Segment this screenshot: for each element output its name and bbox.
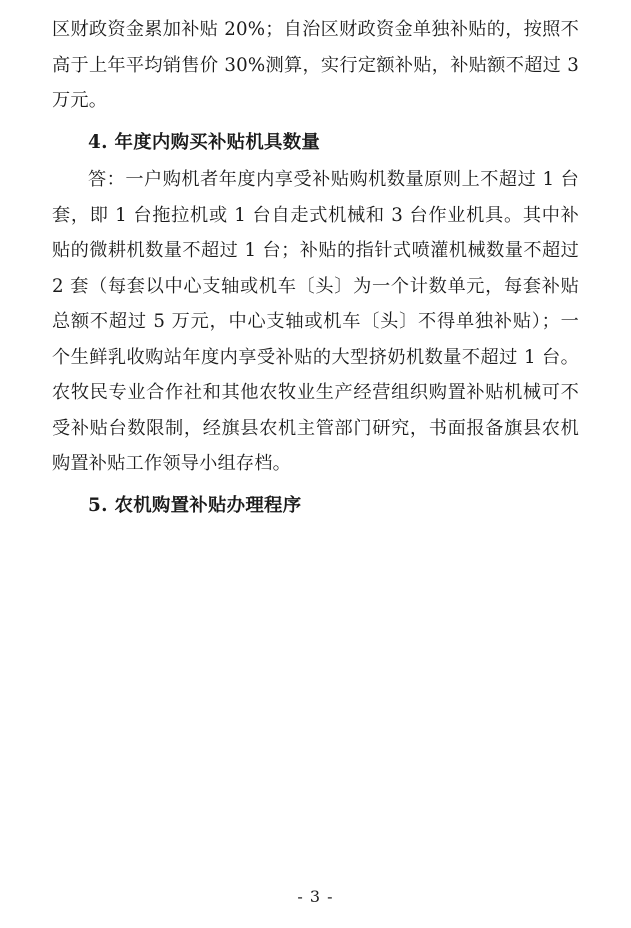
paragraph-annual-purchase-answer: 答：一户购机者年度内享受补贴购机数量原则上不超过 1 台套，即 1 台拖拉机或 1 台自走式机械和 3 台作业机具。其中补贴的微耕机数量不超过 1 台；补贴的指针式喷灌机械数量不超过 2 套（每套以中心支轴或机车〔头〕为一个计数单元，每套补贴总额不超过 5 万元，中心支轴或机车〔头〕不得单独补贴）；一个生鲜乳收购站年度内享受补贴的大型挤奶机数量不超过 1 台。农牧民专业合作社和其他农牧业生产经营组织购置补贴机械可不受补贴台数限制，经旗县农机主管部门研究，书面报备旗县农机购置补贴工作领导小组存档。 xyxy=(52,169,579,474)
paragraph-subsidy-rate: 区财政资金累加补贴 20%；自治区财政资金单独补贴的，按照不高于上年平均销售价 30%测算，实行定额补贴，补贴额不超过 3 万元。 xyxy=(52,19,579,111)
page-number: - 3 - xyxy=(297,887,334,906)
heading-application-procedure: 5. 农机购置补贴办理程序 xyxy=(88,494,302,516)
page-content xyxy=(52,12,579,523)
heading-annual-purchase-quantity: 4. 年度内购买补贴机具数量 xyxy=(88,131,321,153)
